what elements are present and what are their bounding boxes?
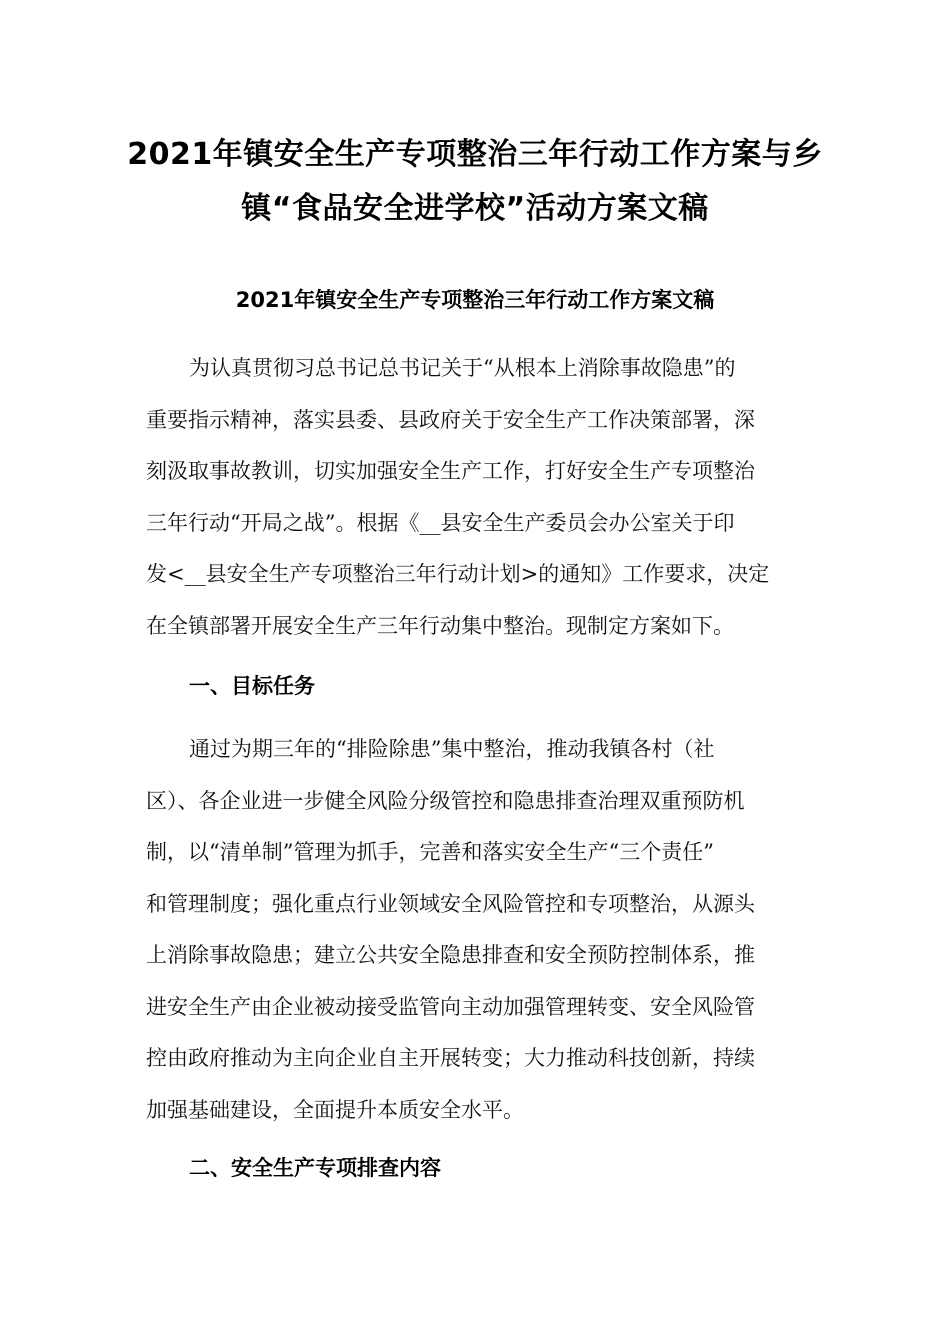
paragraph-line: 为认真贯彻习总书记总书记关于“从根本上消除事故隐患”的 [189,356,736,380]
paragraph-line: 控由政府推动为主向企业自主开展转变；大力推动科技创新，持续 [146,1046,755,1070]
paragraph-line: 上消除事故隐患；建立公共安全隐患排查和安全预防控制体系，推 [146,943,755,967]
document-title [120,128,830,236]
paragraph-line: 通过为期三年的“排险除患”集中整治，推动我镇各村（社 [189,737,715,761]
intro-paragraph [146,343,796,652]
section-subtitle: 2021年镇安全生产专项整治三年行动工作方案文稿 [235,288,715,312]
paragraph-line: 制，以“清单制”管理为抓手，完善和落实安全生产“三个责任” [146,840,714,864]
document-title-line-1: 2021年镇安全生产专项整治三年行动工作方案与乡 [127,137,823,172]
paragraph-line: 刻汲取事故教训，切实加强安全生产工作，打好安全生产专项整治 [146,459,755,483]
paragraph-line: 发<__县安全生产专项整治三年行动计划>的通知》工作要求，决定 [146,562,770,586]
paragraph-line: 和管理制度；强化重点行业领域安全风险管控和专项整治，从源头 [146,891,755,916]
paragraph-line: 在全镇部署开展安全生产三年行动集中整治。现制定方案如下。 [146,613,734,638]
paragraph-line: 加强基础建设，全面提升本质安全水平。 [146,1097,524,1122]
heading-goals: 一、目标任务 [189,674,315,698]
paragraph-line: 区）、各企业进一步健全风险分级管控和隐患排查治理双重预防机 [146,788,745,813]
heading-inspection-content: 二、安全生产专项排查内容 [189,1156,441,1180]
goals-paragraph [146,724,796,1136]
paragraph-line: 三年行动“开局之战”。根据《__县安全生产委员会办公室关于印 [146,510,735,535]
document-title-line-2: 镇“食品安全进学校”活动方案文稿 [241,191,709,226]
paragraph-line: 重要指示精神，落实县委、县政府关于安全生产工作决策部署，深 [146,407,755,432]
paragraph-line: 进安全生产由企业被动接受监管向主动加强管理转变、安全风险管 [146,994,755,1019]
